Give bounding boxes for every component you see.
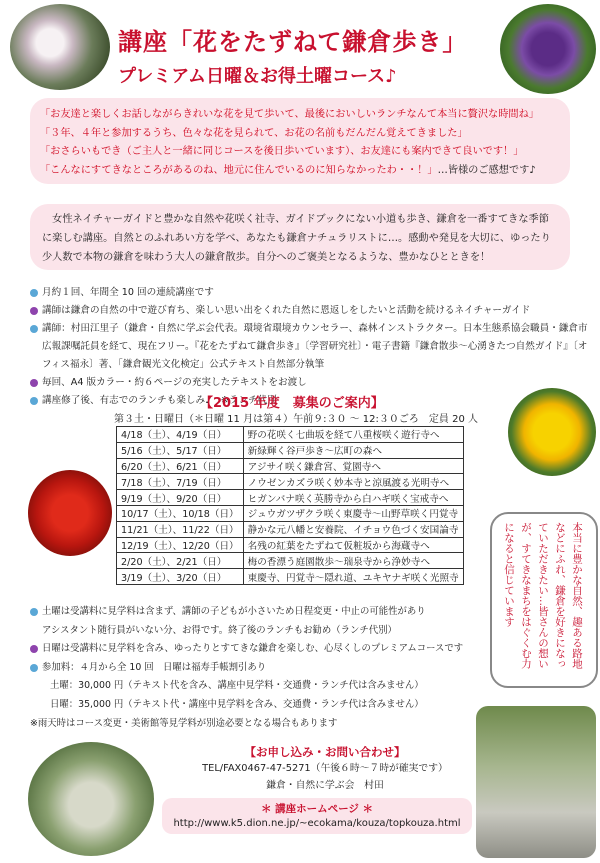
intro-text: 女性ネイチャーガイドと豊かな自然や花咲く社寺、ガイドブックにない小道も歩き、鎌倉を一番すてきな季節に楽しむ講座。自然とのふれあい方を学べ、あなたも鎌倉ナチュラリストに…。感動や発見を大切に、ゆったり少人数で本物の鎌倉を味わう大人の鎌倉散歩。自分へのご褒美となるような、豊かなひとときを！ [30,204,570,270]
table-row [117,474,464,490]
callout-text: 本当に豊かな自然、趣ある路地などにふれ、鎌倉を好きになっていただきたい…皆さんの想いが、すてきなまちをはぐくむ力になると信じています [503,522,583,669]
table-row [117,505,464,521]
note-item: 日曜：35,000 円（テキスト代・講座中見学料を含み、交通費・ランチ代は含みません） [50,698,424,710]
contact-org: 鎌倉・自然に学ぶ会 村田 [266,780,384,791]
table-row [117,490,464,506]
testimonials-box [30,98,570,184]
schedule-course: ノウゼンカズラ咲く妙本寺と涼風渡る光明寺へ [243,474,463,490]
bullet-icon [30,379,38,387]
note-item: 日曜は受講料に見学料を含み、ゆったりとすてきな鎌倉を楽しむ、心尽くしのプレミアムコースです [30,640,500,659]
cherry-blossom-photo [10,4,110,90]
notes-list [30,603,500,733]
testimonial-note: …皆様のご感想です♪ [437,164,536,176]
testimonial-quote: 「こんなにすてきなところがあるのね、地元に住んでいるのに知らなかったわ・・！」 [40,164,438,176]
schedule-course: 名残の紅葉をたずねて仮粧坂から海蔵寺へ [243,537,463,553]
testimonial-quote: 「おさらいもでき（ご主人と一緒に同じコースを後日歩いています）、お友達にも案内できて良いです！」 [40,146,524,157]
homepage-link[interactable]: http://www.k5.dion.ne.jp/~ecokama/kouza/topkouza.html [173,818,461,829]
page-title: 講座「花をたずねて鎌倉歩き」 [118,28,468,56]
schedule-date: 11/21（土）、11/22（日） [117,521,244,537]
note-item: 土曜：30,000 円（テキスト代を含み、講座中見学料・交通費・ランチ代は含みません） [50,680,424,692]
bullet-icon [30,645,38,653]
schedule-course: 東慶寺、円覚寺～隠れ道、ユキヤナギ咲く光照寺 [243,569,463,585]
schedule-date: 5/16（土）、5/17（日） [117,442,244,458]
contact-title: 【お申し込み・お問い合わせ】 [244,745,406,759]
schedule-course: 静かな元八幡と安養院、イチョウ色づく安国論寺 [243,521,463,537]
homepage-label: ＊ 講座ホームページ ＊ [260,803,374,815]
bullet-icon [30,325,38,333]
schedule-date: 6/20（土）、6/21（日） [117,458,244,474]
table-row [117,442,464,458]
testimonial-quote: 「３年、４年と参加するうち、色々な花を見られて、お花の名前もだんだん覚えてきました」 [40,127,468,139]
schedule-date: 2/20（土）、2/21（日） [117,553,244,569]
schedule-date: 10/17（土）、10/18（日） [117,505,244,521]
schedule-course: 梅の香漂う庭園散歩～瑞泉寺から浄妙寺へ [243,553,463,569]
testimonial-quote: 「お友達と楽しくお話しながらきれいな花を見て歩いて、最後においしいランチなんて本当に贅沢な時間ね」 [40,109,539,120]
note-item: 土曜は受講料に見学料は含まず、講師の子どもが小さいため日程変更・中止の可能性があり [30,603,500,622]
schedule-course: 新緑輝く谷戸歩き～広町の森へ [243,442,463,458]
table-row [117,537,464,553]
feature-item: 月約１回、年間全 10 回の連続講座です [30,284,590,302]
bullet-icon [30,664,38,672]
schedule-subtitle: 第３土・日曜日（＊日曜 11 月は第４）午前９:３０ ～ 12:３０ごろ 定員 20 人 [114,414,478,425]
schedule-course: アジサイ咲く鎌倉宮、覚園寺へ [243,458,463,474]
contact-phone: TEL/FAX0467-47-5271（午後６時～７時が確実です） [202,763,448,774]
schedule-course: ジュウガツザクラ咲く東慶寺～山野草咲く円覚寺 [243,505,463,521]
feature-item: 講師は鎌倉の自然の中で遊び育ち、楽しい思い出をくれた自然に恩返しをしたいと活動を続けるネイチャーガイド [30,302,590,320]
bullet-icon [30,608,38,616]
callout-box [490,512,598,688]
autumn-maple-photo [28,470,112,556]
schedule-date: 7/18（土）、7/19（日） [117,474,244,490]
schedule-date: 9/19（土）、9/20（日） [117,490,244,506]
note-item: 参加料：４月から全 10 回 日曜は福寿手帳割引あり [30,659,500,678]
note-item: アシスタント随行員がいない分、お得です。終了後のランチもお勧め（ランチ代別） [42,624,397,636]
bullet-icon [30,307,38,315]
note-item: ※雨天時はコース変更・美術館等見学料が別途必要となる場合もあります [30,717,338,729]
schedule-course: 野の花咲く七曲坂を経て八重桜咲く遊行寺へ [243,427,463,443]
table-row [117,427,464,443]
violet-flower-photo [500,4,596,94]
bullet-icon [30,397,38,405]
feature-item: 講座修了後、有志でのランチも楽しみ♪ ※ランチ代別 [30,392,590,410]
contact-block [190,744,460,794]
bullet-icon [30,289,38,297]
schedule-date: 12/19（土）、12/20（日） [117,537,244,553]
schedule-table [116,426,464,585]
feature-item: 講師：村田江里子（鎌倉・自然に学ぶ会代表。環境省環境カウンセラー、森林インストラクター。日本生態系協会職員・鎌倉市広報課嘱託員を経て、現在フリー。『花をたずねて鎌倉歩き』〔学習研究社〕・電子書籍『鎌倉散歩～心湧きたつ自然ガイド』〔オフィス福永〕著、「鎌倉観光文化検定」公式テキスト自然部分執筆 [30,320,590,374]
homepage-box [162,798,472,834]
schedule-date: 4/18（土）、4/19（日） [117,427,244,443]
schedule-date: 3/19（土）、3/20（日） [117,569,244,585]
group-walk-photo-left [28,742,154,856]
feature-item: 毎回、A4 版カラー・約６ページの充実したテキストをお渡し [30,374,590,392]
table-row [117,521,464,537]
table-row [117,458,464,474]
table-row [117,553,464,569]
schedule-course: ヒガンバナ咲く英勝寺から白ハギ咲く宝戒寺へ [243,490,463,506]
schedule-title: 【2015 年度 募集のご案内】 [200,396,384,411]
page-subtitle: プレミアム日曜＆お得土曜コース♪ [118,66,397,87]
table-row [117,569,464,585]
